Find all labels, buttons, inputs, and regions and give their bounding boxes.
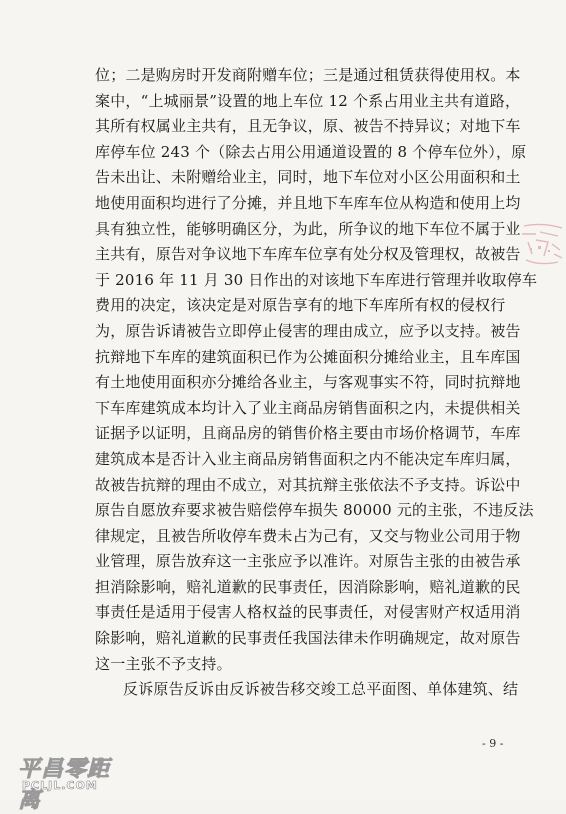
text-line: 这一主张不予支持。 — [95, 654, 232, 673]
text-line: 于 2016 年 11 月 30 日作出的对该地下车库进行管理并收取停车 — [95, 270, 538, 289]
text-line: 事责任是适用于侵害人格权益的民事责任，对侵害财产权适用消 — [95, 603, 521, 622]
text-line: 位；二是购房时开发商附赠车位；三是通过租赁获得使用权。本 — [95, 66, 521, 84]
text-line: 费用的决定，该决定是对原告享有的地下车库所有权的侵权行 — [95, 296, 506, 315]
text-line: 律规定，且被告所收停车费未占为己有，又交与物业公司用于物 — [95, 526, 521, 545]
text-line: 告未出让、未附赠给业主，同时，地下车位对小区公用面积和土 — [95, 168, 521, 187]
text-line: 原告自愿放弃要求被告赔偿停车损失 80000 元的主张，不违反法 — [95, 501, 534, 520]
text-line: 除影响，赔礼道歉的民事责任我国法律未作明确规定，故对原告 — [95, 629, 521, 648]
watermark-url: PCLJL.COM — [22, 779, 98, 792]
text-line: 下车库建筑成本均计入了业主商品房销售面积之内，未提供相关 — [95, 398, 521, 417]
text-line: 具有独立性，能够明确区分，为此，所争议的地下车位不属于业 — [95, 219, 521, 238]
text-line: 抗辩地下车库的建筑面积已作为公摊面积分摊给业主，且车库国 — [95, 347, 521, 366]
judgment-body-text — [95, 63, 538, 703]
text-line: 业管理，原告放弃这一主张应予以准许。对原告主张的由被告承 — [95, 552, 521, 571]
text-line: 库停车位 243 个（除去占用公用通道设置的 8 个停车位外），原 — [95, 142, 527, 161]
text-line: 故被告抗辩的理由不成立，对其抗辩主张依法不予支持。诉讼中 — [95, 475, 521, 494]
text-line: 有土地使用面积亦分摊给各业主，与客观事实不符，同时抗辩地 — [95, 373, 521, 392]
text-line: 担消除影响，赔礼道歉的民事责任，因消除影响，赔礼道歉的民 — [95, 577, 521, 596]
watermark-title: 平昌零距离 — [18, 757, 111, 813]
text-line: 为，原告诉请被告立即停止侵害的理由成立，应予以支持。被告 — [95, 321, 521, 340]
text-line: 反诉原告反诉由反诉被告移交竣工总平面图、单体建筑、结 — [123, 680, 519, 699]
text-line: 主共有，原告对争议地下车库车位享有处分权及管理权，故被告 — [95, 245, 521, 264]
text-line: 案中，“上城丽景”设置的地上车位 12 个系占用业主共有道路， — [95, 91, 521, 110]
text-line: 地使用面积均进行了分摊，并且地下车库车位从构造和使用上均 — [95, 193, 521, 212]
page-number: - 9 - — [482, 737, 504, 750]
site-watermark-logo — [18, 752, 128, 813]
court-seal-fragment — [518, 220, 566, 272]
text-line: 建筑成本是否计入业主商品房销售面积之内不能决定车库归属， — [95, 449, 521, 468]
text-line: 其所有权属业主共有，且无争议，原、被告不持异议；对地下车 — [95, 117, 521, 136]
text-line: 证据予以证明，且商品房的销售价格主要由市场价格调节，车库 — [95, 424, 521, 443]
